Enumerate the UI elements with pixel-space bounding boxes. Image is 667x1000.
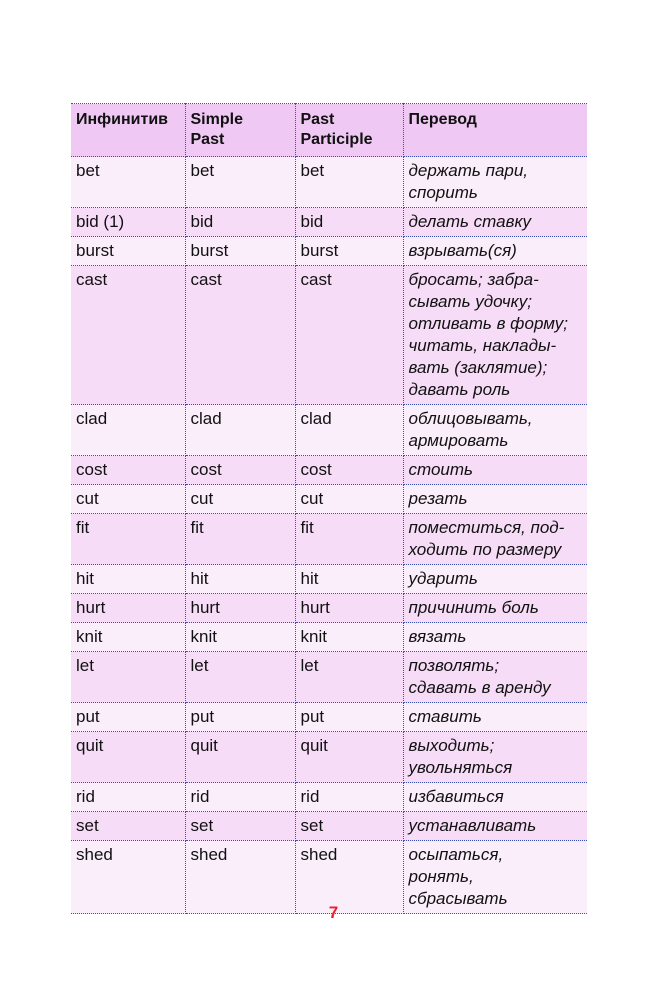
past-participle-cell: cut bbox=[295, 485, 403, 514]
simple-past-cell: hit bbox=[185, 565, 295, 594]
header-translation: Перевод bbox=[403, 104, 587, 157]
simple-past-cell: put bbox=[185, 703, 295, 732]
past-participle-cell: burst bbox=[295, 237, 403, 266]
translation-cell: ставить bbox=[403, 703, 587, 732]
simple-past-cell: quit bbox=[185, 732, 295, 783]
table-row bbox=[71, 652, 587, 703]
simple-past-cell: cast bbox=[185, 266, 295, 405]
past-participle-cell: clad bbox=[295, 405, 403, 456]
infinitive-cell: burst bbox=[71, 237, 185, 266]
past-participle-cell: rid bbox=[295, 783, 403, 812]
past-participle-cell: shed bbox=[295, 841, 403, 914]
past-participle-cell: bet bbox=[295, 157, 403, 208]
translation-cell: поместиться, под- ходить по размеру bbox=[403, 514, 587, 565]
past-participle-cell: fit bbox=[295, 514, 403, 565]
infinitive-cell: quit bbox=[71, 732, 185, 783]
infinitive-cell: bet bbox=[71, 157, 185, 208]
simple-past-cell: bet bbox=[185, 157, 295, 208]
past-participle-cell: set bbox=[295, 812, 403, 841]
infinitive-cell: cast bbox=[71, 266, 185, 405]
simple-past-cell: set bbox=[185, 812, 295, 841]
translation-cell: облицовывать, армировать bbox=[403, 405, 587, 456]
simple-past-cell: clad bbox=[185, 405, 295, 456]
table-header-row bbox=[71, 104, 587, 157]
header-simple-past: Simple Past bbox=[185, 104, 295, 157]
header-infinitive: Инфинитив bbox=[71, 104, 185, 157]
header-past-participle: Past Participle bbox=[295, 104, 403, 157]
translation-cell: держать пари, спорить bbox=[403, 157, 587, 208]
translation-cell: позволять; сдавать в аренду bbox=[403, 652, 587, 703]
table-row bbox=[71, 157, 587, 208]
translation-cell: стоить bbox=[403, 456, 587, 485]
translation-cell: устанавливать bbox=[403, 812, 587, 841]
simple-past-cell: let bbox=[185, 652, 295, 703]
table-row bbox=[71, 266, 587, 405]
translation-cell: взрывать(ся) bbox=[403, 237, 587, 266]
translation-cell: вязать bbox=[403, 623, 587, 652]
past-participle-cell: bid bbox=[295, 208, 403, 237]
infinitive-cell: hit bbox=[71, 565, 185, 594]
translation-cell: осыпаться, ронять, сбрасывать bbox=[403, 841, 587, 914]
table-row bbox=[71, 594, 587, 623]
table-row bbox=[71, 783, 587, 812]
page-number: 7 bbox=[328, 903, 339, 922]
irregular-verbs-table bbox=[71, 103, 587, 914]
translation-cell: резать bbox=[403, 485, 587, 514]
translation-cell: причинить боль bbox=[403, 594, 587, 623]
infinitive-cell: cost bbox=[71, 456, 185, 485]
infinitive-cell: set bbox=[71, 812, 185, 841]
table-row bbox=[71, 703, 587, 732]
simple-past-cell: cost bbox=[185, 456, 295, 485]
infinitive-cell: shed bbox=[71, 841, 185, 914]
simple-past-cell: hurt bbox=[185, 594, 295, 623]
infinitive-cell: hurt bbox=[71, 594, 185, 623]
simple-past-cell: bid bbox=[185, 208, 295, 237]
past-participle-cell: knit bbox=[295, 623, 403, 652]
table-body bbox=[71, 157, 587, 914]
infinitive-cell: bid (1) bbox=[71, 208, 185, 237]
past-participle-cell: cast bbox=[295, 266, 403, 405]
translation-cell: выходить; увольняться bbox=[403, 732, 587, 783]
infinitive-cell: clad bbox=[71, 405, 185, 456]
infinitive-cell: put bbox=[71, 703, 185, 732]
table-row bbox=[71, 732, 587, 783]
infinitive-cell: cut bbox=[71, 485, 185, 514]
simple-past-cell: fit bbox=[185, 514, 295, 565]
table-row bbox=[71, 208, 587, 237]
past-participle-cell: hit bbox=[295, 565, 403, 594]
past-participle-cell: hurt bbox=[295, 594, 403, 623]
table-row bbox=[71, 514, 587, 565]
simple-past-cell: burst bbox=[185, 237, 295, 266]
translation-cell: делать ставку bbox=[403, 208, 587, 237]
translation-cell: избавиться bbox=[403, 783, 587, 812]
simple-past-cell: shed bbox=[185, 841, 295, 914]
table-row bbox=[71, 405, 587, 456]
table-row bbox=[71, 565, 587, 594]
past-participle-cell: quit bbox=[295, 732, 403, 783]
simple-past-cell: rid bbox=[185, 783, 295, 812]
table-row bbox=[71, 485, 587, 514]
infinitive-cell: fit bbox=[71, 514, 185, 565]
table-row bbox=[71, 237, 587, 266]
translation-cell: ударить bbox=[403, 565, 587, 594]
past-participle-cell: let bbox=[295, 652, 403, 703]
infinitive-cell: knit bbox=[71, 623, 185, 652]
infinitive-cell: let bbox=[71, 652, 185, 703]
past-participle-cell: cost bbox=[295, 456, 403, 485]
translation-cell: бросать; забра- сывать удочку; отливать в форму; читать, наклады- вать (заклятие); давать роль bbox=[403, 266, 587, 405]
simple-past-cell: cut bbox=[185, 485, 295, 514]
simple-past-cell: knit bbox=[185, 623, 295, 652]
table-row bbox=[71, 623, 587, 652]
table-row bbox=[71, 456, 587, 485]
table-row bbox=[71, 812, 587, 841]
infinitive-cell: rid bbox=[71, 783, 185, 812]
past-participle-cell: put bbox=[295, 703, 403, 732]
